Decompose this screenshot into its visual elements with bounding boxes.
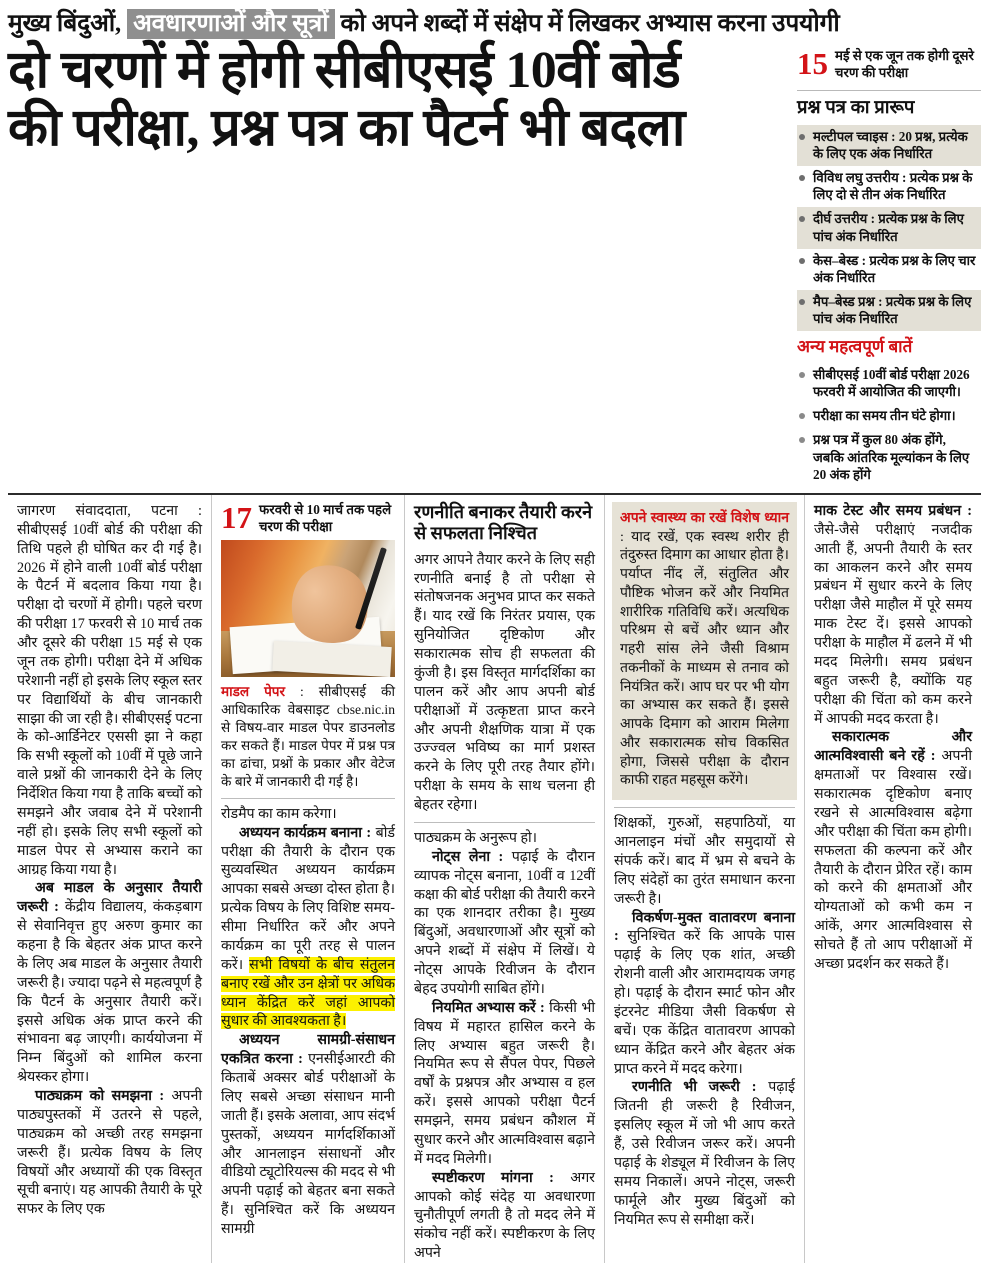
col4-paragraph-1: शिक्षकों, गुरुओं, सहपाठियों, या आनलाइन मंचों और समुदायों से संपर्क करें। बाद में भ्रम से बचने के लिए संदेहों का तुरंत समाधान करना जरूरी है। [614,815,795,907]
col3-body-4: अगर आपको कोई संदेह या अवधारणा चुनौतीपूर्ण लगती है तो मदद लेने में संकोच नहीं करें। स्पष्टीकरण के लिए अपने [414,1169,595,1262]
caption-lead: माडल पेपर [221,684,286,700]
photo-paper-shape-2 [272,641,392,677]
kicker-strip [0,0,989,40]
col1-body-2: केंद्रीय विद्यालय, कंकड़बाग से सेवानिवृत्त हुए अरुण कुमार का कहना है कि बेहतर अंक प्राप्त करने के लिए अब माडल के अनुसार तैयारी जरूरी है। ज्यादा पढ़ने से महत्वपूर्ण है कि पैटर्न के अनुसार तैयारी करें। इससे अधिक अंक प्राप्त करने की संभावना बढ़ जाएगी। कार्ययोजना में निम्न बिंदुओं को शामिल करना श्रेयस्कर होगा। [17,899,202,1086]
other-points-list [797,363,981,487]
phase-one-text: फरवरी से 10 मार्च तक पहले चरण की परीक्षा [259,501,392,534]
divider [797,90,981,91]
health-tip-body: : याद रखें, एक स्वस्थ शरीर ही तंदुरुस्त दिमाग का आधार होता है। पर्याप्त नींद लें, संतुलित और पौष्टिक भोजन करें और नियमित शारीरिक गतिविधि करें। अत्यधिक परिश्रम से बचें और ध्यान और गहरी सांस लेने जैसी विश्राम तकनीकों के माध्यम से तनाव को नियंत्रित करें। आप घर पर भी योग का अभ्यास कर सकते हैं। इससे आपके दिमाग को आराम मिलेगा और सकारात्मक सोच विकसित होगा, जिससे परीक्षा के दौरान काफी राहत महसूस करेंगे। [620,529,789,789]
other-points-heading: अन्य महत्वपूर्ण बातें [797,337,913,357]
col3-subhead-2: नोट्स लेना : [432,848,504,865]
question-format-heading: प्रश्न पत्र का प्रारूप [797,98,915,119]
list-item: प्रश्न पत्र में कुल 80 अंक होंगे, जबकि आंतरिक मूल्यांकन के लिए 20 अंक होंगे [797,428,981,486]
photo-caption [221,683,395,791]
col3-body-3: किसी भी विषय में महारत हासिल करने के लिए अभ्यास बहुत जरूरी है। नियमित रूप से सैंपल पेपर, पिछले वर्षों के प्रश्नपत्र और अभ्यास व हल करें। इससे आपको परीक्षा पैटर्न समझने, समय प्रबंधन कौशल में सुधार करने और आत्मविश्वास बढ़ाने में मदद मिलेगी। [414,999,595,1167]
kicker-text [8,10,981,38]
col3-heading: रणनीति बनाकर तैयारी करने से सफलता निश्चित [414,501,593,543]
kicker-highlight: अवधारणाओं और सूत्रों [127,9,334,39]
col4-body-3: पढ़ाई जितनी ही जरूरी है रिवीजन, इसलिए स्कूल में जो भी आप करते हैं, उसे रिवीजन जरूर करें। अपनी पढ़ाई के शेड्यूल में रिवीजन के लिए समय निकालें। अपने नोट्स, जरूरी फार्मूले और मुख्य बिंदुओं को नियमित रूप से समीक्षा करें। [614,1079,795,1228]
headline-line-2: की परीक्षा, प्रश्न पत्र का पैटर्न भी बदला [8,100,685,158]
col2-body-1a: बोर्ड परीक्षा की तैयारी के दौरान एक सुव्यवस्थित अध्ययन कार्यक्रम आपका सबसे अच्छा दोस्त होता है। प्रत्येक विषय के लिए विशिष्ट समय-सीमा निर्धारित करें और अपने कार्यक्रम का पूरी तरह से पालन करें। [221,824,395,973]
page-title [8,40,791,158]
col5-body-1: जैसे-जैसे परीक्षाएं नजदीक आती हैं, अपनी तैयारी के स्तर का आकलन करने और समय प्रबंधन में सुधार करने के लिए परीक्षा जैसे माहौल में पूरे समय माक टेस्ट दें। इससे आपको परीक्षा के माहौल में ढलने में भी मदद मिलेगी। समय प्रबंधन बहुत जरूरी है, क्योंकि यह परीक्षा की चिंता को कम करने में आपकी मदद करता है। [814,521,972,727]
list-item: परीक्षा का समय तीन घंटे होगा। [797,404,981,428]
col3-paragraph-4 [414,1169,595,1263]
col3-continuation: पाठ्यक्रम के अनुरूप हो। [414,829,538,846]
col5-subhead-1: माक टेस्ट और समय प्रबंधन : [814,502,972,519]
divider [614,807,795,808]
col3-subhead-3: नियमित अभ्यास करें : [432,999,545,1016]
col1-body-3: अपनी पाठ्यपुस्तकों में उतरने से पहले, पाठ्यक्रम को अच्छी तरह समझना जरूरी हैं। प्रत्येक विषय के लिए विषयों और अध्यायों की एक विस्तृत सूची बनाएं। यह आपकी तैयारी के पूरे सफर के लिए एक [17,1088,202,1218]
col4-subhead-3: रणनीति भी जरूरी : [632,1079,757,1096]
phase-two-number: 15 [797,46,828,82]
col5-paragraph-2 [814,728,972,973]
col1-subhead-3: पाठ्यक्रम को समझना : [35,1088,165,1105]
list-item: विविध लघु उत्तरीय : प्रत्येक प्रश्न के लिए दो से तीन अंक निर्धारित [797,166,981,207]
col1-paragraph-1: जागरण संवाददाता, पटना : सीबीएसई 10वीं बोर्ड की परीक्षा की तिथि पहले ही घोषित कर दी गई है। 2026 में होने वाली 10वीं बोर्ड परीक्षा के पैटर्न में बदलाव किया गया है। परीक्षा दो चरणों में होगी। पहले चरण की परीक्षा 17 फरवरी से 10 मार्च तक और दूसरे की परीक्षा 15 मई से एक जून तक होगी। परीक्षा देने में अधिक परेशानी नहीं हो इसके लिए स्कूल स्तर पर विद्यार्थियों के बीच जानकारी साझा की जा रही है। सीबीएसई पटना के को-आर्डिनेटर एससी झा ने कहा कि सभी स्कूलों को 10वीं में पूछे जाने वाले प्रश्नों की जानकारी देने के लिए निर्देशित किया गया है ताकि बच्चों को समझने और जवाब देने में परेशानी नहीं हो। इसके लिए सभी स्कूलों को माडल पेपर से अभ्यास कराने का आग्रह किया गया है। [17,502,202,878]
col4-subhead-2: विकर्षण-मुक्त वातावरण बनाना : [614,909,795,945]
phase-one-number: 17 [221,499,252,535]
col2-subhead-2: अध्ययन सामग्री-संसाधन एकत्रित करना : [221,1032,395,1068]
col2-body-2: एनसीईआरटी की किताबें अक्सर बोर्ड परीक्षाओं के लिए सबसे अच्छा संसाधन मानी जाती हैं। इसके अलावा, आप संदर्भ पुस्तकों, अध्ययन मार्गदर्शिकाओं और आनलाइन संसाधनों और वीडियो ट्यूटोरियल्स की मदद से भी अपनी पढ़ाई को बेहतर बना सकते हैं। सुनिश्चित करें कि अध्ययन सामग्री [221,1051,395,1238]
question-format-list [797,125,981,332]
phase-two-promo [797,48,981,81]
col2-highlighted-text: सभी विषयों के बीच संतुलन बनाए रखें और उन क्षेत्रों पर अधिक ध्यान केंद्रित करें जहां आपको सुधार की आवश्यकता है। [221,956,395,1030]
right-rail [791,40,981,487]
col5-subhead-2: सकारात्मक और आत्मविश्वासी बने रहें : [814,729,972,765]
col5-paragraph-1 [814,502,972,729]
kicker-post: को अपने शब्दों में संक्षेप में लिखकर अभ्यास करना उपयोगी [340,10,840,37]
column-3 [404,495,604,1263]
caption-body: : सीबीएसई की आधिकारिक वेबसाइट cbse.nic.in से विषय-वार माडल पेपर डाउनलोड कर सकते हैं। माडल पेपर में प्रश्न पत्र का ढांचा, प्रश्नों के प्रकार और वेटेज के बारे में जानकारी दी गई है। [221,684,395,789]
col3-body-2: पढ़ाई के दौरान व्यापक नोट्स बनाना, 10वीं व 12वीं कक्षा की बोर्ड परीक्षा की तैयारी करने का एक शानदार तरीका है। मुख्य बिंदुओं, अवधारणाओं और सूत्रों को अपने शब्दों में संक्षेप में लिखें। ये नोट्स आपके रिवीजन के दौरान बेहद उपयोगी साबित होंगे। [414,848,595,997]
column-2 [211,495,404,1263]
masthead [0,40,989,487]
list-item: केस–बेस्ड : प्रत्येक प्रश्न के लिए चार अंक निर्धारित [797,249,981,290]
divider [414,822,595,823]
list-item: दीर्घ उत्तरीय : प्रत्येक प्रश्न के लिए पांच अंक निर्धारित [797,207,981,248]
column-4 [604,495,804,1263]
col4-paragraph-3 [614,1078,795,1229]
article-columns [0,495,989,1263]
col3-subhead-4: स्पष्टीकरण मांगना : [432,1169,554,1186]
phase-one-promo [221,499,395,535]
health-tip-text [620,510,789,791]
col2-subhead-1: अध्ययन कार्यक्रम बनाना : [239,824,372,841]
col2-paragraph-2 [221,1031,395,1239]
list-item: मल्टीपल च्वाइस : 20 प्रश्न, प्रत्येक के लिए एक अंक निर्धारित [797,125,981,166]
health-tip-box [612,502,797,800]
col4-paragraph-2 [614,909,795,1079]
col1-paragraph-2 [17,879,202,1087]
column-1 [8,495,211,1263]
col3-paragraph-3 [414,999,595,1169]
col2-continuation: रोडमैप का काम करेगा। [221,805,337,822]
col2-paragraph-1 [221,824,395,1032]
list-item: मैप–बेस्ड प्रश्न : प्रत्येक प्रश्न के लिए पांच अंक निर्धारित [797,290,981,331]
divider [221,798,395,799]
col1-subhead-2: अब माडल के अनुसार तैयारी जरूरी : [17,880,202,916]
kicker-pre: मुख्य बिंदुओं, [8,10,122,37]
col1-paragraph-3 [17,1087,202,1219]
health-tip-lead: अपने स्वास्थ्य का रखें विशेष ध्यान [620,510,789,526]
col5-body-2: अपनी क्षमताओं पर विश्वास रखें। सकारात्मक दृष्टिकोण बनाए रखने से आत्मविश्वास बढ़ेगा और परीक्षा की चिंता कम होगी। सफलता की कल्पना करें और तैयारी के दौरान प्रेरित रहें। काम को करने की क्षमताओं और योग्यताओं को कभी कम न आंकें, अगर आत्मविश्वास से सोचते हैं तो आप परीक्षाओं में अच्छा प्रदर्शन कर सकते हैं। [814,748,972,972]
col3-paragraph-1: अगर आपने तैयार करने के लिए सही रणनीति बनाई है तो परीक्षा से संतोषजनक अनुभव प्राप्त कर सकते हैं। याद रखें कि निरंतर प्रयास, एक सुनियोजित दृष्टिकोण और सकारात्मक सोच ही सफलता की कुंजी है। इस विस्तृत मार्गदर्शिका का पालन करें और आप अपनी बोर्ड परीक्षाओं में उत्कृष्टता प्राप्त करने और अपनी शैक्षणिक यात्रा में एक उज्ज्वल भविष्य का मार्ग प्रशस्त करने के लिए पूरी तरह तैयार होंगे। परीक्षा के समय के साथ चलना ही बेहतर रहेगा। [414,551,595,814]
headline-line-1: दो चरणों में होगी सीबीएसई 10वीं बोर्ड [8,42,681,100]
exam-writing-photo [221,540,395,677]
phase-two-text: मई से एक जून तक होगी दूसरे चरण की परीक्षा [835,48,974,80]
col3-paragraph-2 [414,848,595,999]
col4-body-2: सुनिश्चित करें कि आपके पास पढ़ाई के लिए एक शांत, अच्छी रोशनी वाली और आरामदायक जगह हो। पढ़ाई के दौरान स्मार्ट फोन और इंटरनेट मीडिया जैसी विकर्षण से बचें। एक केंद्रित वातावरण आपको ध्यान केंद्रित करने और बेहतर अंक प्राप्त करने में मदद करेगा। [614,928,795,1077]
column-5 [804,495,981,1263]
list-item: सीबीएसई 10वीं बोर्ड परीक्षा 2026 फरवरी में आयोजित की जाएगी। [797,363,981,404]
